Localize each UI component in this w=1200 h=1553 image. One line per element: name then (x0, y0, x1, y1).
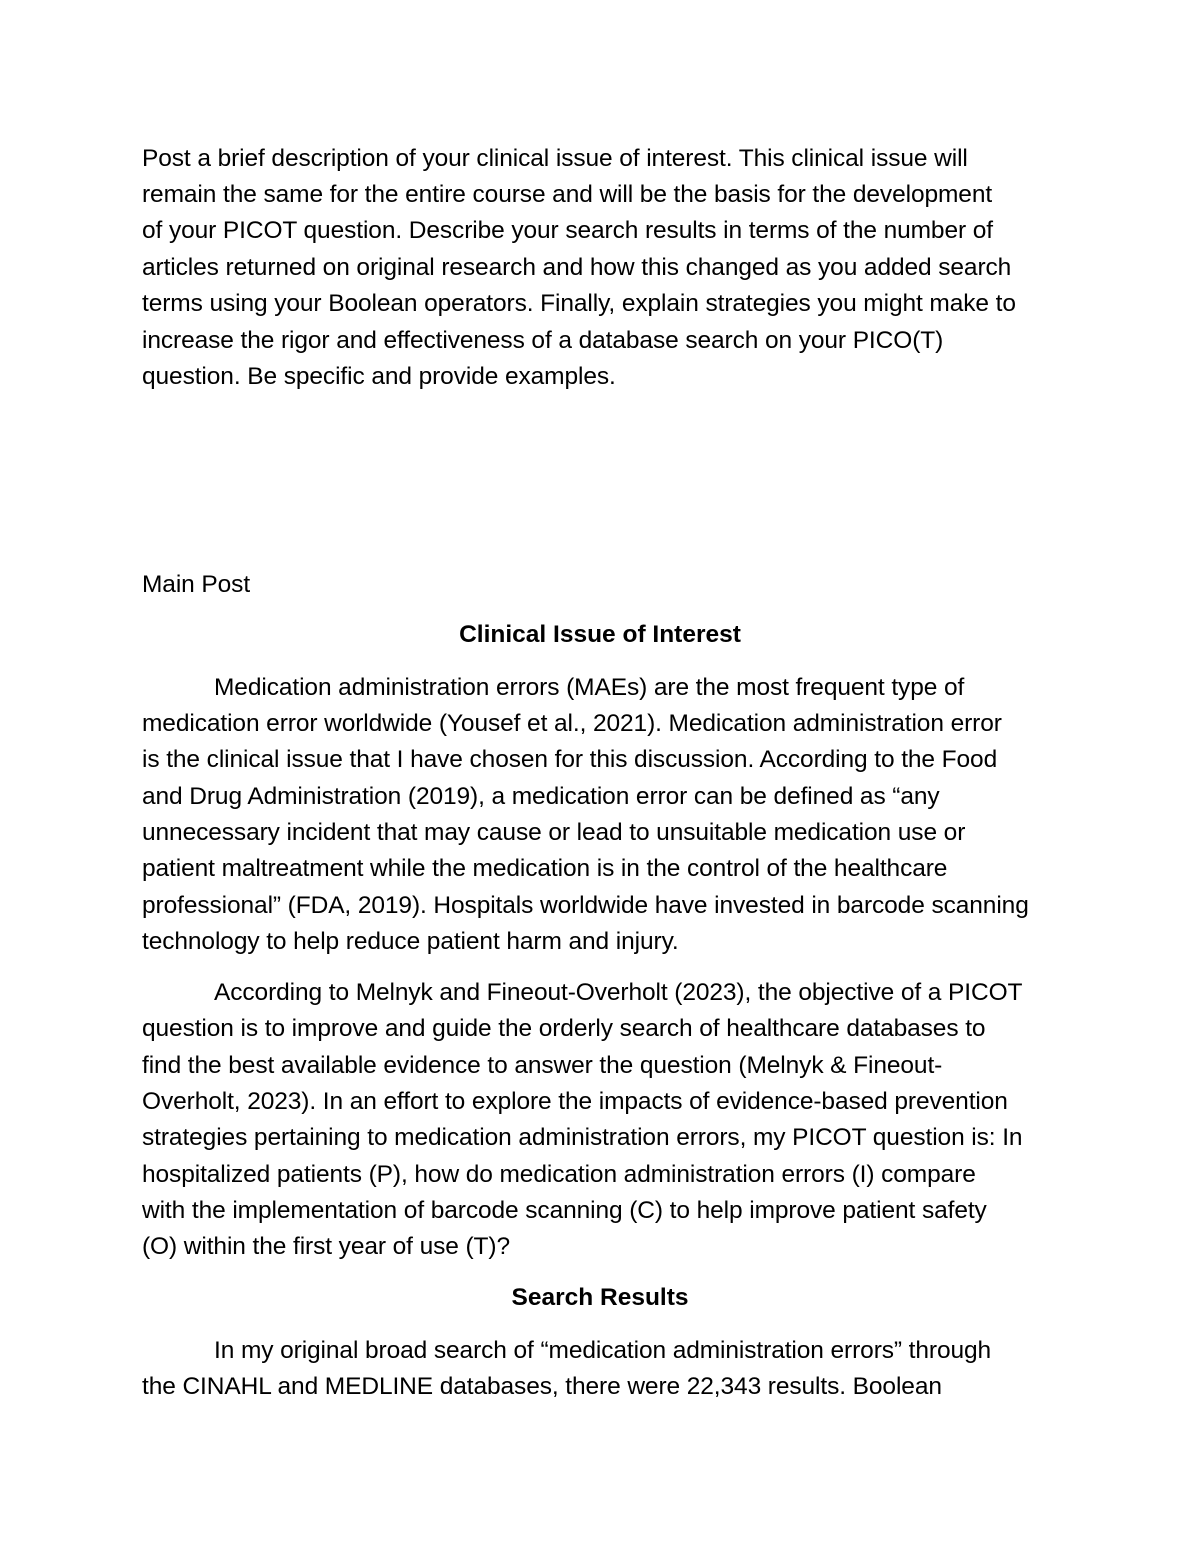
body-line: patient maltreatment while the medication is in the control of the healthcare (142, 855, 948, 882)
prompt-line: remain the same for the entire course and will be the basis for the development (142, 181, 993, 208)
body-line: In my original broad search of “medication administration errors” through (214, 1337, 992, 1364)
prompt-line: increase the rigor and effectiveness of a database search on your PICO(T) (142, 327, 944, 354)
body-line: medication error worldwide (Yousef et al., 2021). Medication administration error (142, 710, 1002, 737)
body-line: professional” (FDA, 2019). Hospitals worldwide have invested in barcode scanning (142, 892, 1029, 919)
body-line: technology to help reduce patient harm and injury. (142, 928, 679, 955)
body-line: Medication administration errors (MAEs) are the most frequent type of (214, 674, 965, 701)
body-line: hospitalized patients (P), how do medication administration errors (I) compare (142, 1161, 976, 1188)
main-post-label: Main Post (142, 571, 251, 598)
body-line: with the implementation of barcode scanning (C) to help improve patient safety (142, 1197, 987, 1224)
body-line: Overholt, 2023). In an effort to explore the impacts of evidence-based prevention (142, 1088, 1008, 1115)
section-heading-clinical-issue: Clinical Issue of Interest (459, 621, 741, 648)
prompt-line: articles returned on original research and how this changed as you added search (142, 254, 1012, 281)
body-line: strategies pertaining to medication administration errors, my PICOT question is: In (142, 1124, 1023, 1151)
body-line: is the clinical issue that I have chosen for this discussion. According to the Food (142, 746, 998, 773)
body-line: question is to improve and guide the orderly search of healthcare databases to (142, 1015, 986, 1042)
body-line: the CINAHL and MEDLINE databases, there were 22,343 results. Boolean (142, 1373, 942, 1400)
body-line: and Drug Administration (2019), a medication error can be defined as “any (142, 783, 940, 810)
body-line: unnecessary incident that may cause or lead to unsuitable medication use or (142, 819, 966, 846)
body-line: find the best available evidence to answer the question (Melnyk & Fineout- (142, 1052, 943, 1079)
body-line: (O) within the first year of use (T)? (142, 1233, 510, 1260)
prompt-line: of your PICOT question. Describe your search results in terms of the number of (142, 217, 993, 244)
prompt-line: terms using your Boolean operators. Finally, explain strategies you might make to (142, 290, 1016, 317)
prompt-line: Post a brief description of your clinical issue of interest. This clinical issue will (142, 145, 968, 172)
body-line: According to Melnyk and Fineout-Overholt (2023), the objective of a PICOT (214, 979, 1023, 1006)
section-heading-search-results: Search Results (511, 1284, 689, 1311)
prompt-line: question. Be specific and provide examples. (142, 363, 616, 390)
